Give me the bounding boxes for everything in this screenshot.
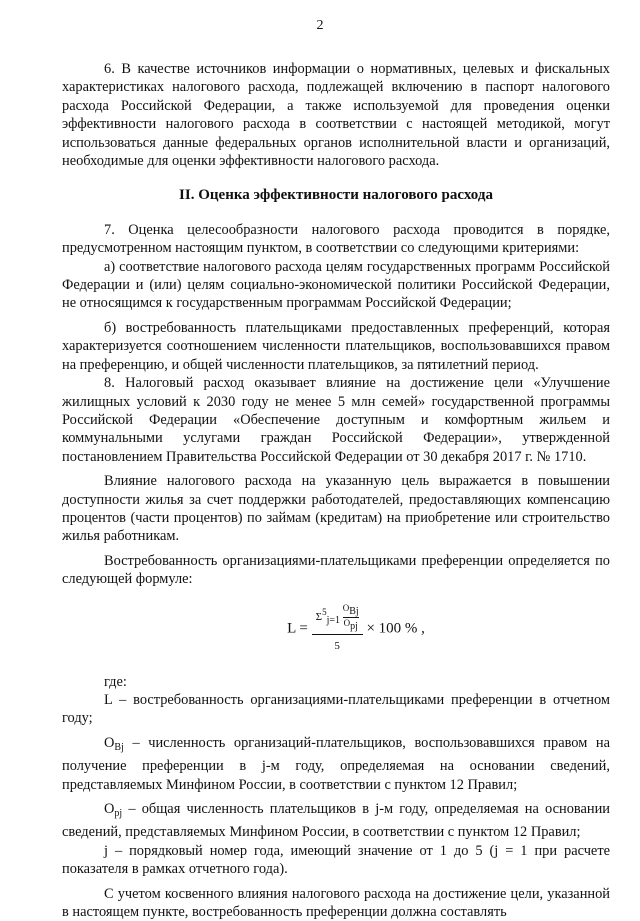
paragraph-8: 8. Налоговый расход оказывает влияние на достижение цели «Улучшение жилищных условий к 2030 году не менее 5 млн семей» государственной программы Российской Федерации «Обеспечение доступным и комфортным жильем и коммунальными услугами граждан Российской Федерации», утвержденной постановлением Правительства Российской Федерации от 30 декабря 2017 г. № 1710.	[62, 375, 610, 465]
paragraph-formula-intro: Востребованность организациями-плательщиками преференции определяется по следующей формуле:	[62, 552, 610, 588]
definition-OBj: $O_{Bj}$ – численность организаций-плательщиков, воспользовавшихся правом на получение преференции в j-м году, определяемая на основании сведений, представляемых Минфином России, в соответствии с пунктом 12 Правил;	[62, 734, 610, 793]
criterion-a: а) соответствие налогового расхода целям государственных программ Российской Федерации и (или) целям социально-экономической политики Российской Федерации, не относящимся к государственным программам Российской Федерации;	[62, 258, 610, 312]
definition-j: j – порядковый номер года, имеющий значение от 1 до 5 (j = 1 при расчете показателя в рамках отчетного года).	[62, 842, 610, 878]
paragraph-7: 7. Оценка целесообразности налогового расхода проводится в порядке, предусмотренном настоящим пунктом, в соответствии со следующими критериями:	[62, 221, 610, 257]
sum-upper: 5	[322, 606, 327, 617]
document-body	[62, 60, 610, 921]
formula-denominator: 5	[334, 639, 340, 652]
page-number: 2	[316, 18, 324, 33]
formula	[102, 603, 610, 659]
formula-numerator	[312, 603, 363, 635]
paragraph-conclusion: С учетом косвенного влияния налогового расхода на достижение цели, указанной в настоящем пункте, востребованность преференции должна составлять	[62, 885, 610, 921]
formula-fraction	[312, 603, 363, 655]
section-title: II. Оценка эффективности налогового расхода	[179, 187, 493, 204]
definition-L: L – востребованность организациями-плательщиками преференции в отчетном году;	[62, 691, 610, 727]
sum-lower: j=1	[326, 614, 340, 626]
inner-numerator: OBj	[342, 602, 359, 617]
inner-fraction	[343, 603, 359, 632]
criterion-b: б) востребованность плательщиками предоставленных преференций, которая характеризуется соотношением численности плательщиков, воспользовавшихся правом на преференцию, и общей численности плательщиков, за пятилетний период.	[62, 319, 610, 373]
formula-lhs: L =	[287, 620, 308, 637]
definition-Opj: $O_{pj}$ – общая численность плательщиков в j-м году, определяемая на основании сведений, представляемых Минфином России, в соответствии с пунктом 12 Правил;	[62, 801, 610, 841]
formula-rhs: × 100 % ,	[366, 620, 425, 637]
paragraph-6: 6. В качестве источников информации о нормативных, целевых и фискальных характеристиках налогового расхода, подлежащей включению в паспорт налогового расхода Российской Федерации, а также используемой для проведения оценки эффективности налогового расхода в соответствии с настоящей методикой, могут использоваться данные федеральных органов исполнительной власти и организаций, необходимые для оценки эффективности налогового расхода.	[62, 61, 610, 170]
where-label: где:	[104, 673, 127, 690]
paragraph-influence: Влияние налогового расхода на указанную цель выражается в повышении доступности жилья за счет поддержки работодателей, предоставляющих компенсацию процентов (части процентов) по займам (кредитам) на приобретение или строительство жилья работникам.	[62, 473, 610, 545]
inner-denominator: Opj	[343, 617, 358, 632]
sum-symbol: Σ	[315, 610, 323, 623]
